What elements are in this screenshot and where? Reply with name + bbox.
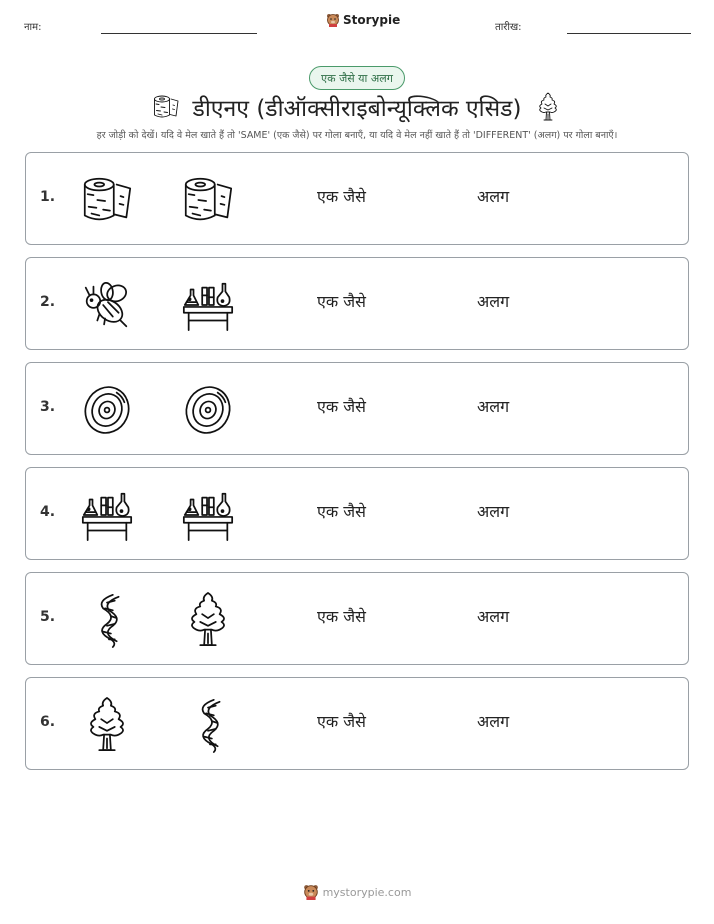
vinyl-record-icon: [179, 381, 237, 439]
different-option[interactable]: अलग: [477, 607, 510, 626]
different-option[interactable]: अलग: [477, 292, 510, 311]
question-row: [25, 152, 689, 245]
different-option[interactable]: अलग: [477, 187, 510, 206]
page-header: [0, 0, 714, 50]
dna-helix-icon: [78, 591, 136, 649]
same-option[interactable]: एक जैसे: [317, 292, 366, 311]
instructions: हर जोड़ी को देखें। यदि वे मेल खाते हैं तो 'SAME' (एक जैसे) पर गोला बनाएँ, या यदि वे मेल नहीं खाते हैं तो 'DIFFERENT' (अलग) पर गोला बनाएँ।: [96, 130, 618, 141]
dna-helix-icon: [179, 696, 237, 754]
tree-icon: [179, 591, 237, 649]
lab-table-icon: [78, 486, 136, 544]
question-number: 4.: [40, 504, 56, 520]
storypie-logo-icon: [326, 13, 340, 27]
same-option[interactable]: एक जैसे: [317, 502, 366, 521]
paper-roll-icon: [78, 171, 136, 229]
vinyl-record-icon: [78, 381, 136, 439]
same-option[interactable]: एक जैसे: [317, 712, 366, 731]
name-label: नाम:: [24, 22, 42, 33]
page-title: डीएनए (डीऑक्सीराइबोन्यूक्लिक एसिड): [192, 96, 522, 122]
tree-icon: [78, 696, 136, 754]
question-row: [25, 467, 689, 560]
question-number: 3.: [40, 399, 56, 415]
different-option[interactable]: अलग: [477, 502, 510, 521]
question-row: [25, 572, 689, 665]
same-option[interactable]: एक जैसे: [317, 607, 366, 626]
paper-roll-icon: [151, 92, 181, 122]
brand-logo: [326, 13, 400, 27]
date-line: [567, 33, 691, 34]
footer: [0, 884, 714, 900]
footer-url: mystorypie.com: [322, 885, 412, 899]
question-number: 1.: [40, 189, 56, 205]
question-number: 6.: [40, 714, 56, 730]
different-option[interactable]: अलग: [477, 397, 510, 416]
date-label: तारीख:: [495, 22, 522, 33]
tree-icon: [533, 90, 563, 124]
same-option[interactable]: एक जैसे: [317, 187, 366, 206]
question-number: 2.: [40, 294, 56, 310]
paper-roll-icon: [179, 171, 237, 229]
storypie-logo-icon: [303, 884, 319, 900]
title-row: [0, 88, 714, 126]
worksheet-type-badge: एक जैसे या अलग: [309, 66, 405, 90]
question-number: 5.: [40, 609, 56, 625]
question-row: [25, 362, 689, 455]
lab-table-icon: [179, 486, 237, 544]
different-option[interactable]: अलग: [477, 712, 510, 731]
same-option[interactable]: एक जैसे: [317, 397, 366, 416]
lab-table-icon: [179, 276, 237, 334]
question-row: [25, 677, 689, 770]
name-line: [101, 33, 257, 34]
bee-icon: [78, 276, 136, 334]
question-row: [25, 257, 689, 350]
brand-name: Storypie: [343, 13, 401, 27]
